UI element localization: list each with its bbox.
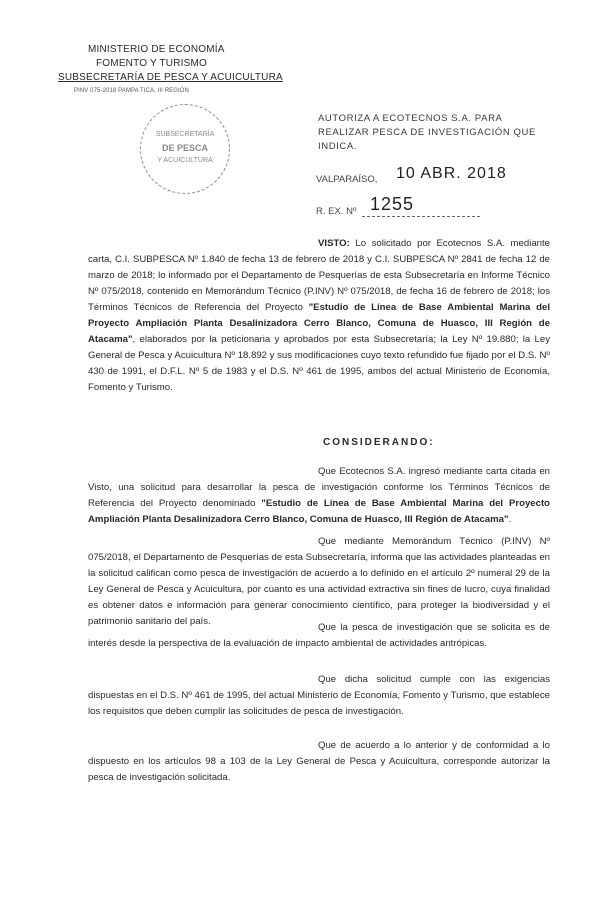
- considerando-paragraph-5: Que de acuerdo a lo anterior y de conformidad a lo dispuesto en los artículos 98 a 103 de la Ley General de Pesca y Acuicultura, corresponde autorizar la pesca de investigación solicitada.: [88, 740, 550, 783]
- resolution-number: 1255: [370, 194, 415, 214]
- visto-text-2: , elaborados por la peticionaria y aprobados por esta Subsecretaría; la Ley Nº 19.880; la Ley General de Pesca y Acuicultura Nº 18.892 y sus modificaciones cuyo texto refundido fue fijado por el D.S. Nº 430 de 1991, el D.F.L. Nº 5 de 1983 y el D.S. Nº 461 de 1995, ambos del actual Ministerio de Economía, Fomento y Turismo.: [88, 334, 550, 393]
- subsecretaria-name: SUBSECRETARÍA DE PESCA Y ACUICULTURA: [58, 72, 283, 83]
- ministry-name: MINISTERIO DE ECONOMÍA: [88, 44, 225, 55]
- document-subject: AUTORIZA A ECOTECNOS S.A. PARA REALIZAR PESCA DE INVESTIGACIÓN QUE INDICA.: [318, 113, 536, 152]
- stamp-line-1: SUBSECRETARÍA: [155, 131, 215, 138]
- visto-project-title: "Estudio de Línea de Base Ambiental Marina del Proyecto Ampliación Planta Desalinizadora Cerro Blanco, Comuna de Huasco, III Región de Atacama": [88, 302, 551, 345]
- considerando-paragraph-4: Que dicha solicitud cumple con las exigencias dispuestas en el D.S. Nº 461 de 1995, del actual Ministerio de Economía, Fomento y Turismo, que establece los requisitos que deben cumplir las solicitudes de pesca de investigación.: [88, 674, 550, 717]
- office-stamp: [140, 104, 230, 194]
- visto-label: VISTO:: [318, 238, 350, 249]
- ministry-subtitle: FOMENTO Y TURISMO: [96, 58, 208, 69]
- stamp-line-2: DE PESCA: [161, 143, 208, 153]
- considerando-paragraph-2: Que mediante Memorándum Técnico (P.INV) Nº 075/2018, el Departamento de Pesquerías de esta Subsecretaría, informa que las actividades planteadas en la solicitud califican como pesca de investigación de acuerdo a lo definido en el artículo 2º numeral 29 de la Ley General de Pesca y Acuicultura, por cuanto es una actividad extractiva sin fines de lucro, cuya finalidad es obtener datos e información para generar conocimiento científico, para proteger la biodiversidad y el patrimonio sanitario del país.: [88, 536, 550, 627]
- stamp-line-3: Y ACUICULTURA: [157, 157, 213, 164]
- resolution-prefix: R. EX. Nº: [316, 206, 357, 217]
- c1-text-1: Que Ecotecnos S.A. ingresó mediante carta citada en Visto, una solicitud para desarrollar la pesca de investigación conforme los Términos Técnicos de Referencia del Proyecto denominado: [88, 466, 550, 509]
- place-label: VALPARAÍSO,: [316, 174, 378, 185]
- visto-text-1: Lo solicitado por Ecotecnos S.A. mediante carta, C.I. SUBPESCA Nº 1.840 de fecha 13 de febrero de 2018 y C.I. SUBPESCA Nº 2841 de fecha 12 de marzo de 2018; lo informado por el Departamento de Pesquerías de esta Subsecretaría en Informe Técnico Nº 075/2018, contenido en Memorándum Técnico (P.INV) Nº 075/2018, de fecha 16 de febrero de 2018; los Términos Técnicos de Referencia del Proyecto: [88, 238, 550, 313]
- date-stamp: 10 ABR. 2018: [396, 165, 507, 182]
- considerando-paragraph-1: [88, 464, 550, 528]
- resolution-underline: [362, 216, 480, 217]
- c1-text-2: .: [508, 514, 512, 525]
- reference-code: PINV 075-2018 PAMPA TICA, III REGIÓN: [74, 88, 189, 94]
- c1-project-title: "Estudio de Línea de Base Ambiental Marina del Proyecto Ampliación Planta Desalinizadora Cerro Blanco, Comuna de Huasco, III Región de Atacama": [88, 498, 551, 525]
- considerando-paragraph-3: Que la pesca de investigación que se solicita es de interés desde la perspectiva de la evaluación de impacto ambiental de actividades antrópicas.: [88, 622, 550, 649]
- visto-paragraph: [88, 236, 550, 396]
- considerando-heading: CONSIDERANDO:: [323, 437, 435, 448]
